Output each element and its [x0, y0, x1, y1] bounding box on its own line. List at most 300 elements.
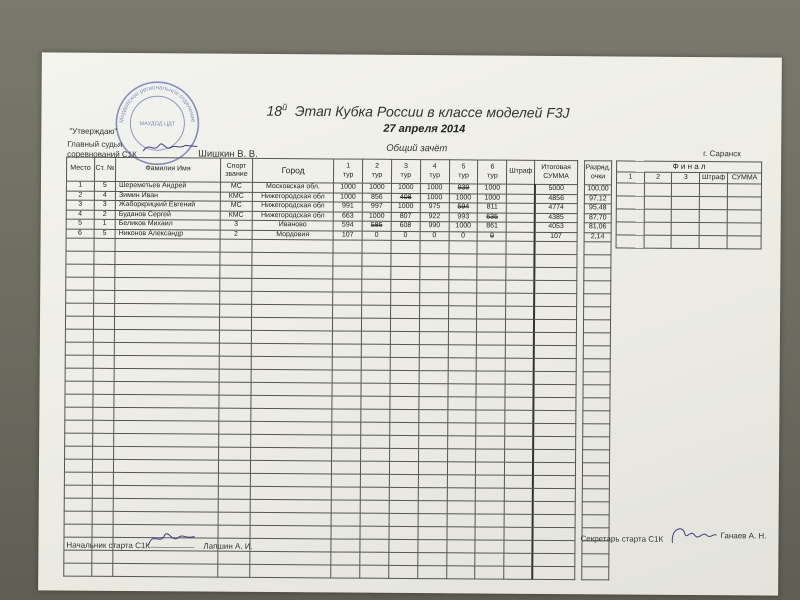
final-cell	[727, 197, 761, 210]
final-cell	[699, 210, 727, 223]
cell-empty	[250, 460, 331, 474]
cell-empty	[218, 447, 250, 460]
rank-row	[584, 185, 611, 195]
cell-empty	[360, 539, 389, 552]
cell-empty	[447, 540, 476, 553]
cell-rank-points	[582, 463, 609, 476]
cell-round-2: 0	[362, 231, 391, 241]
cell-total: 5000	[535, 184, 578, 194]
cell-empty	[361, 331, 390, 344]
cell-empty	[219, 369, 251, 382]
rank-row	[584, 268, 611, 281]
cell-empty	[418, 488, 447, 501]
cell-empty	[390, 422, 419, 435]
header-round-2: 2 тур	[363, 159, 392, 183]
cell-name: Шереметьев Андрей	[115, 181, 220, 191]
cell-empty	[251, 408, 332, 422]
cell-empty	[113, 511, 218, 525]
cell-start-number: 3	[94, 200, 115, 210]
cell-empty	[390, 383, 419, 396]
cell-empty	[505, 397, 533, 410]
cell-empty	[115, 316, 220, 330]
cell-empty	[447, 449, 476, 462]
cell-empty	[93, 342, 114, 355]
cell-empty	[389, 500, 418, 513]
rank-row	[583, 411, 610, 424]
cell-empty	[66, 238, 94, 251]
cell-empty	[114, 446, 219, 460]
cell-empty	[417, 566, 446, 579]
cell-empty	[332, 370, 361, 383]
header-round-3: 3 тур	[391, 159, 420, 183]
cell-empty	[220, 252, 252, 265]
cell-empty	[448, 332, 477, 345]
cell-empty	[391, 253, 420, 266]
cell-empty	[114, 407, 219, 421]
cell-empty	[333, 253, 362, 266]
cell-empty	[475, 540, 504, 553]
cell-empty	[93, 407, 114, 420]
cell-rank-points: 97,12	[584, 194, 611, 204]
cell-rank-points	[583, 346, 610, 359]
cell-rank-points	[583, 333, 610, 346]
cell-empty	[115, 303, 220, 317]
cell-penalty	[506, 232, 534, 242]
cell-empty	[113, 472, 218, 486]
cell-empty	[504, 527, 532, 540]
judge-signature	[141, 139, 201, 155]
cell-empty	[506, 319, 534, 332]
cell-rank-points	[582, 476, 609, 489]
cell-rank-points	[583, 411, 610, 424]
final-table	[616, 160, 763, 249]
cell-empty	[360, 513, 389, 526]
cell-round-1: 663	[333, 211, 362, 221]
cell-empty	[418, 449, 447, 462]
cell-empty	[92, 550, 113, 563]
cell-empty	[419, 410, 448, 423]
rank-row	[582, 567, 609, 580]
cell-empty	[419, 319, 448, 332]
cell-empty	[533, 436, 576, 449]
cell-empty	[389, 474, 418, 487]
cell-round-5: 0	[449, 231, 478, 241]
cell-round-4: 922	[420, 212, 449, 222]
cell-total: 4856	[534, 194, 577, 204]
cell-empty	[66, 251, 94, 264]
cell-empty	[534, 293, 577, 306]
cell-empty	[218, 512, 250, 525]
cell-city: Нижегородская обл	[252, 201, 333, 211]
cell-empty	[447, 462, 476, 475]
cell-empty	[448, 384, 477, 397]
cell-round-1: 1000	[334, 183, 363, 193]
cell-empty	[418, 553, 447, 566]
cell-empty	[93, 420, 114, 433]
cell-empty	[534, 241, 577, 254]
cell-empty	[92, 485, 113, 498]
cell-start-number: 1	[94, 219, 115, 229]
cell-empty	[390, 318, 419, 331]
cell-empty	[360, 474, 389, 487]
cell-sport-rank: КМС	[220, 211, 252, 221]
cell-empty	[333, 279, 362, 292]
cell-empty	[92, 524, 113, 537]
rank-row	[582, 554, 609, 567]
cell-empty	[65, 355, 93, 368]
cell-empty	[477, 306, 506, 319]
cell-round-5: 939	[449, 184, 478, 194]
cell-empty	[220, 278, 252, 291]
cell-empty	[332, 461, 361, 474]
cell-empty	[115, 238, 220, 252]
cell-empty	[419, 397, 448, 410]
cell-empty	[447, 488, 476, 501]
results-table	[63, 157, 578, 581]
cell-empty	[332, 357, 361, 370]
cell-empty	[419, 345, 448, 358]
cell-empty	[219, 317, 251, 330]
cell-empty	[361, 448, 390, 461]
cell-empty	[477, 267, 506, 280]
cell-empty	[533, 423, 576, 436]
cell-empty	[504, 514, 532, 527]
cell-empty	[218, 499, 250, 512]
cell-rank-points	[582, 567, 609, 580]
cell-rank-points	[583, 424, 610, 437]
cell-rank-points	[583, 359, 610, 372]
cell-sport-rank: 2	[220, 230, 252, 240]
cell-place: 1	[66, 181, 94, 191]
cell-empty	[66, 290, 94, 303]
cell-empty	[477, 345, 506, 358]
cell-rank-points	[583, 398, 610, 411]
cell-empty	[477, 332, 506, 345]
cell-empty	[65, 316, 93, 329]
cell-empty	[92, 511, 113, 524]
final-cell	[727, 236, 761, 249]
chief-judge-label-2: соревнований С1К	[67, 149, 137, 160]
cell-empty	[250, 564, 331, 578]
cell-empty	[94, 264, 115, 277]
cell-empty	[332, 448, 361, 461]
final-col-total: СУММА	[728, 173, 762, 184]
rank-row	[583, 398, 610, 411]
cell-empty	[333, 292, 362, 305]
cell-empty	[332, 474, 361, 487]
rank-row	[583, 437, 610, 450]
cell-round-2: 997	[362, 202, 391, 212]
cell-empty	[93, 394, 114, 407]
final-cell	[672, 196, 700, 209]
rank-row	[583, 320, 610, 333]
rank-row	[584, 223, 611, 233]
cell-empty	[251, 395, 332, 409]
cell-empty	[113, 563, 218, 577]
cell-empty	[448, 280, 477, 293]
cell-empty	[251, 369, 332, 383]
cell-rank-points	[584, 268, 611, 281]
cell-empty	[418, 501, 447, 514]
cell-empty	[533, 397, 576, 410]
cell-rank-points: 2,14	[584, 232, 611, 242]
cell-empty	[532, 488, 575, 501]
cell-empty	[390, 396, 419, 409]
cell-empty	[93, 316, 114, 329]
cell-empty	[251, 330, 332, 344]
final-row	[616, 222, 761, 236]
cell-empty	[477, 241, 506, 254]
cell-empty	[250, 486, 331, 500]
cell-empty	[93, 381, 114, 394]
cell-name: Зимин Иван	[115, 191, 220, 201]
cell-empty	[361, 409, 390, 422]
cell-empty	[419, 332, 448, 345]
rank-row	[582, 463, 609, 476]
cell-empty	[362, 240, 391, 253]
cell-empty	[115, 277, 220, 291]
cell-empty	[220, 239, 252, 252]
cell-empty	[333, 305, 362, 318]
cell-empty	[219, 421, 251, 434]
cell-empty	[219, 330, 251, 343]
cell-round-3: 1000	[391, 183, 420, 193]
cell-empty	[65, 433, 93, 446]
cell-empty	[446, 553, 475, 566]
cell-round-5: 993	[449, 212, 478, 222]
cell-empty	[476, 501, 505, 514]
cell-empty	[92, 459, 113, 472]
cell-empty	[332, 422, 361, 435]
rank-row	[584, 194, 611, 204]
final-cell	[699, 223, 727, 236]
cell-empty	[218, 525, 250, 538]
cell-empty	[505, 436, 533, 449]
rank-row	[583, 424, 610, 437]
cell-empty	[66, 277, 94, 290]
header-total: Итоговая СУММА	[535, 160, 578, 184]
chief-judge-label: Главный судья	[67, 139, 123, 149]
cell-round-6: 635	[478, 212, 507, 222]
chief-judge-name: Шишкин В. В.	[198, 148, 258, 160]
cell-empty	[219, 343, 251, 356]
cell-empty	[332, 344, 361, 357]
cell-rank-points	[584, 255, 611, 268]
cell-empty	[534, 306, 577, 319]
cell-empty	[331, 487, 360, 500]
header-round-1: 1 тур	[334, 159, 363, 183]
cell-empty	[419, 371, 448, 384]
cell-empty	[533, 449, 576, 462]
cell-empty	[418, 527, 447, 540]
cell-empty	[504, 553, 532, 566]
cell-empty	[332, 409, 361, 422]
cell-empty	[219, 395, 251, 408]
cell-empty	[390, 344, 419, 357]
rank-row	[583, 450, 610, 463]
final-cell	[644, 196, 672, 209]
cell-rank-points	[582, 502, 609, 515]
final-cell	[727, 223, 761, 236]
cell-penalty	[507, 184, 535, 194]
cell-round-6: 811	[478, 203, 507, 213]
cell-start-number: 2	[94, 210, 115, 220]
cell-empty	[506, 241, 534, 254]
cell-empty	[532, 566, 575, 579]
cell-empty	[333, 240, 362, 253]
cell-empty	[532, 553, 575, 566]
cell-empty	[389, 448, 418, 461]
cell-empty	[448, 345, 477, 358]
cell-empty	[64, 511, 92, 524]
final-row	[616, 183, 761, 197]
cell-empty	[218, 434, 250, 447]
cell-round-3: 608	[391, 221, 420, 231]
cell-empty	[476, 397, 505, 410]
cell-empty	[251, 434, 332, 448]
cell-round-6: 0	[478, 231, 507, 241]
cell-name: Никонов Александр	[115, 229, 220, 239]
cell-empty	[332, 435, 361, 448]
cell-empty	[477, 293, 506, 306]
cell-sport-rank: МС	[220, 182, 252, 192]
final-col-2: 2	[644, 172, 672, 183]
header-city: Город	[252, 158, 333, 183]
cell-empty	[419, 306, 448, 319]
cell-empty	[533, 384, 576, 397]
approval-label: "Утверждаю"	[69, 126, 118, 136]
cell-empty	[447, 527, 476, 540]
cell-empty	[333, 318, 362, 331]
cell-empty	[448, 267, 477, 280]
cell-empty	[65, 342, 93, 355]
cell-empty	[448, 371, 477, 384]
cell-empty	[92, 446, 113, 459]
final-cell	[644, 183, 672, 196]
cell-empty	[506, 306, 534, 319]
cell-empty	[66, 303, 94, 316]
cell-total: 4053	[534, 222, 577, 232]
rank-points-table	[581, 160, 612, 580]
header-name: Фамилия Имя	[116, 157, 221, 182]
cell-empty	[506, 280, 534, 293]
cell-empty	[534, 254, 577, 267]
final-cell	[727, 210, 761, 223]
cell-empty	[420, 254, 449, 267]
cell-empty	[65, 368, 93, 381]
final-cell	[616, 222, 644, 235]
cell-round-4: 990	[420, 222, 449, 232]
cell-empty	[504, 540, 532, 553]
rank-row	[582, 489, 609, 502]
cell-empty	[532, 501, 575, 514]
cell-empty	[505, 371, 533, 384]
cell-empty	[447, 436, 476, 449]
cell-round-3: 0	[391, 231, 420, 241]
cell-empty	[532, 514, 575, 527]
cell-empty	[251, 382, 332, 396]
cell-empty	[476, 475, 505, 488]
cell-empty	[446, 566, 475, 579]
cell-sport-rank: 3	[220, 220, 252, 230]
final-cell	[616, 196, 644, 209]
cell-empty	[331, 565, 360, 578]
cell-empty	[418, 475, 447, 488]
cell-empty	[92, 433, 113, 446]
final-cell	[672, 183, 700, 196]
header-sport-rank: Спорт звание	[220, 158, 252, 182]
cell-empty	[250, 512, 331, 526]
final-cell	[644, 209, 672, 222]
cell-place: 2	[66, 191, 94, 201]
final-cell	[727, 184, 761, 197]
cell-empty	[250, 538, 331, 552]
cell-empty	[218, 473, 250, 486]
cell-empty	[219, 382, 251, 395]
cell-empty	[505, 449, 533, 462]
cell-empty	[64, 550, 92, 563]
cell-empty	[114, 394, 219, 408]
cell-empty	[252, 239, 333, 253]
cell-empty	[333, 331, 362, 344]
cell-empty	[389, 552, 418, 565]
cell-empty	[532, 540, 575, 553]
final-cell	[644, 235, 672, 248]
cell-empty	[506, 267, 534, 280]
cell-empty	[389, 487, 418, 500]
cell-empty	[447, 501, 476, 514]
cell-empty	[114, 381, 219, 395]
cell-empty	[505, 423, 533, 436]
cell-round-5: 1000	[449, 222, 478, 232]
cell-empty	[332, 396, 361, 409]
cell-empty	[218, 551, 250, 564]
cell-empty	[115, 290, 220, 304]
cell-round-4: 0	[420, 231, 449, 241]
cell-empty	[448, 319, 477, 332]
rank-points-body	[582, 185, 612, 580]
cell-empty	[331, 526, 360, 539]
cell-empty	[361, 344, 390, 357]
cell-empty	[219, 304, 251, 317]
cell-empty	[506, 345, 534, 358]
cell-empty	[390, 331, 419, 344]
cell-empty	[506, 254, 534, 267]
cell-empty	[251, 317, 332, 331]
cell-empty	[360, 487, 389, 500]
cell-empty	[476, 436, 505, 449]
cell-rank-points	[582, 554, 609, 567]
final-col-1: 1	[616, 172, 644, 183]
final-cell	[616, 183, 644, 196]
cell-empty	[449, 254, 478, 267]
cell-empty	[420, 267, 449, 280]
final-cell	[699, 197, 727, 210]
cell-empty	[389, 513, 418, 526]
header-penalty: Штраф	[507, 160, 535, 184]
cell-round-5: 594	[449, 203, 478, 213]
cell-empty	[361, 370, 390, 383]
cell-empty	[94, 277, 115, 290]
secretary-name: Ганаев А. Н.	[720, 531, 767, 541]
cell-empty	[94, 251, 115, 264]
final-cell	[616, 209, 644, 222]
cell-empty	[362, 266, 391, 279]
cell-round-1: 594	[333, 221, 362, 231]
cell-empty	[505, 410, 533, 423]
cell-empty	[64, 459, 92, 472]
cell-empty	[218, 486, 250, 499]
